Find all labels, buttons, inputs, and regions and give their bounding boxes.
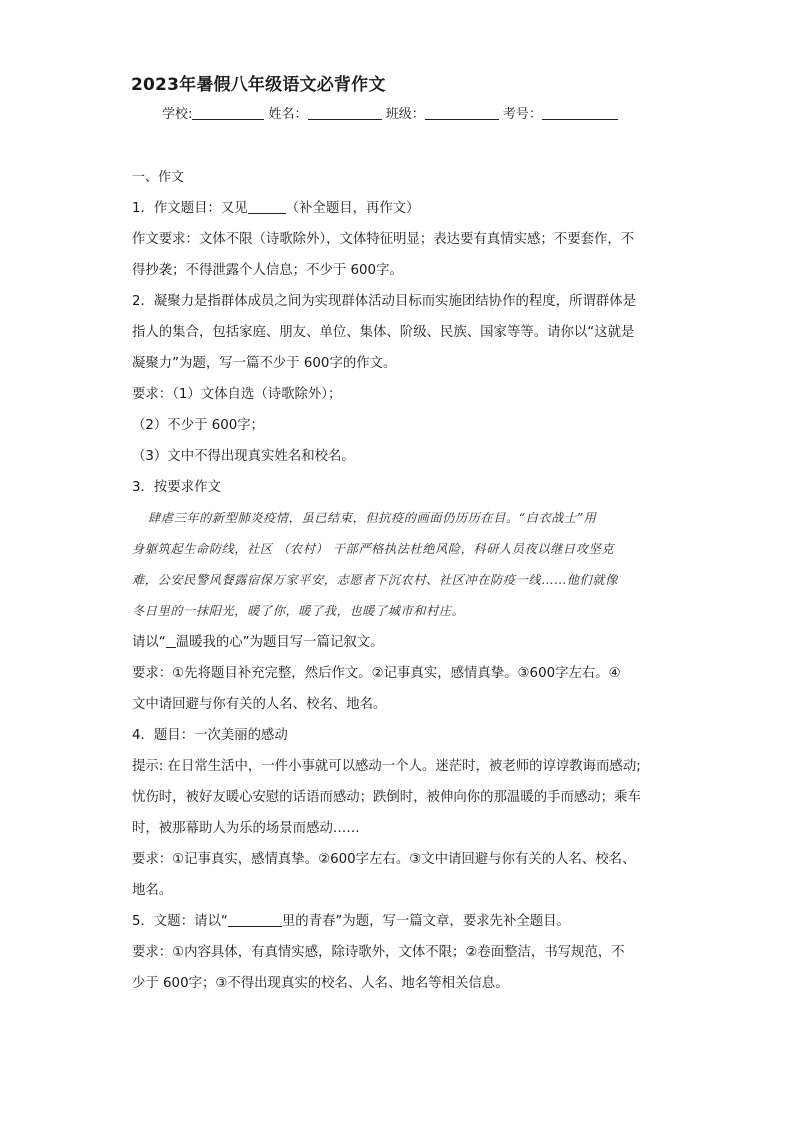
student-info-line <box>162 103 618 122</box>
name-label: 姓名： <box>268 107 308 122</box>
q1-title-prefix: 1．作文题目：又见 <box>132 201 248 216</box>
document-title: 2023年暑假八年级语文必背作文 <box>131 75 386 95</box>
q5-requirements-line-2: 少于 600字；③不得出现真实的校名、人名、地名等相关信息。 <box>132 976 509 991</box>
class-label: 班级： <box>385 107 425 122</box>
q3-requirements-line-2: 文中请回避与你有关的人名、校名、地名。 <box>132 697 387 712</box>
q5-requirements-line-1: 要求：①内容具体，有真情实感，除诗歌外，文体不限；②卷面整洁，书写规范，不 <box>132 945 625 960</box>
q3-requirements-line-1: 要求：①先将题目补充完整，然后作文。②记事真实，感情真挚。③600字左右。④ <box>132 666 621 681</box>
q2-requirement-2: （2）不少于 600字； <box>132 418 265 433</box>
q2-requirement-1: 要求：（1）文体自选（诗歌除外）； <box>132 387 342 402</box>
essay-questions <box>132 162 668 999</box>
q2-requirement-3: （3）文中不得出现真实姓名和校名。 <box>132 449 355 464</box>
q4-hint-line-3: 时，被那幕助人为乐的场景而感动…… <box>132 821 360 836</box>
q3-material-line-2: 身躯筑起生命防线，社区 （农村） 干部严格执法杜绝风险，科研人员夜以继日攻坚克 <box>132 542 615 556</box>
q3-title-blank[interactable] <box>166 633 176 648</box>
q3-prompt-line <box>132 627 668 658</box>
q2-prompt-line-3: 凝聚力”为题，写一篇不少于 600字的作文。 <box>132 356 397 371</box>
school-blank[interactable] <box>192 106 264 120</box>
q3-prompt-prefix: 请以“ <box>132 635 166 650</box>
q4-requirements-line-2: 地名。 <box>132 883 173 898</box>
q1-title-suffix: （补全题目，再作文） <box>285 201 420 216</box>
exam-number-label: 考号： <box>502 107 542 122</box>
exam-number-blank[interactable] <box>542 106 618 120</box>
q4-requirements-line-1: 要求：①记事真实，感情真挚。②600字左右。③文中请回避与你有关的人名、校名、 <box>132 852 636 867</box>
class-blank[interactable] <box>425 106 499 120</box>
q3-heading: 3．按要求作文 <box>132 480 221 495</box>
q1-title-blank[interactable] <box>248 199 286 214</box>
q3-material-line-3: 难，公安民警风餐露宿保万家平安，志愿者下沉农村、社区冲在防疫一线……他们就像 <box>132 573 618 587</box>
q4-hint-line-2: 忧伤时，被好友暖心安慰的话语而感动；跌倒时，被伸向你的那温暖的手而感动；乘车 <box>132 790 641 805</box>
q3-material-line-4: 冬日里的一抹阳光，暖了你，暖了我，也暖了城市和村庄。 <box>132 604 465 618</box>
q5-prompt-line <box>132 906 668 937</box>
q1-requirements-line-2: 得抄袭；不得泄露个人信息；不少于 600字。 <box>132 263 403 278</box>
q2-prompt-line-2: 指人的集合，包括家庭、朋友、单位、集体、阶级、民族、国家等等。请你以“这就是 <box>132 325 635 340</box>
q4-hint-line-1: 提示: 在日常生活中，一件小事就可以感动一个人。迷茫时，被老师的谆谆教诲而感动; <box>132 759 641 774</box>
section-heading: 一、作文 <box>132 170 185 185</box>
q1-title-line <box>132 193 668 224</box>
school-label: 学校: <box>162 107 193 122</box>
name-blank[interactable] <box>308 106 382 120</box>
q3-prompt-suffix: 温暖我的心”为题目写一篇记叙文。 <box>175 635 384 650</box>
q5-prompt-suffix: 里的青春”为题，写一篇文章，要求先补全题目。 <box>281 914 570 929</box>
q3-material-line-1: 肆虐三年的新型肺炎疫情，虽已结束，但抗疫的画面仍历历在目。“白衣战士”用 <box>148 511 597 525</box>
q1-requirements-line-1: 作文要求：文体不限（诗歌除外），文体特征明显；表达要有真情实感；不要套作，不 <box>132 232 635 247</box>
q5-title-blank[interactable] <box>228 912 282 927</box>
q2-prompt-line-1: 2．凝聚力是指群体成员之间为实现群体活动目标而实施团结协作的程度，所谓群体是 <box>132 294 636 309</box>
q5-prompt-prefix: 5．文题：请以“ <box>132 914 228 929</box>
q4-heading: 4．题目：一次美丽的感动 <box>132 728 288 743</box>
